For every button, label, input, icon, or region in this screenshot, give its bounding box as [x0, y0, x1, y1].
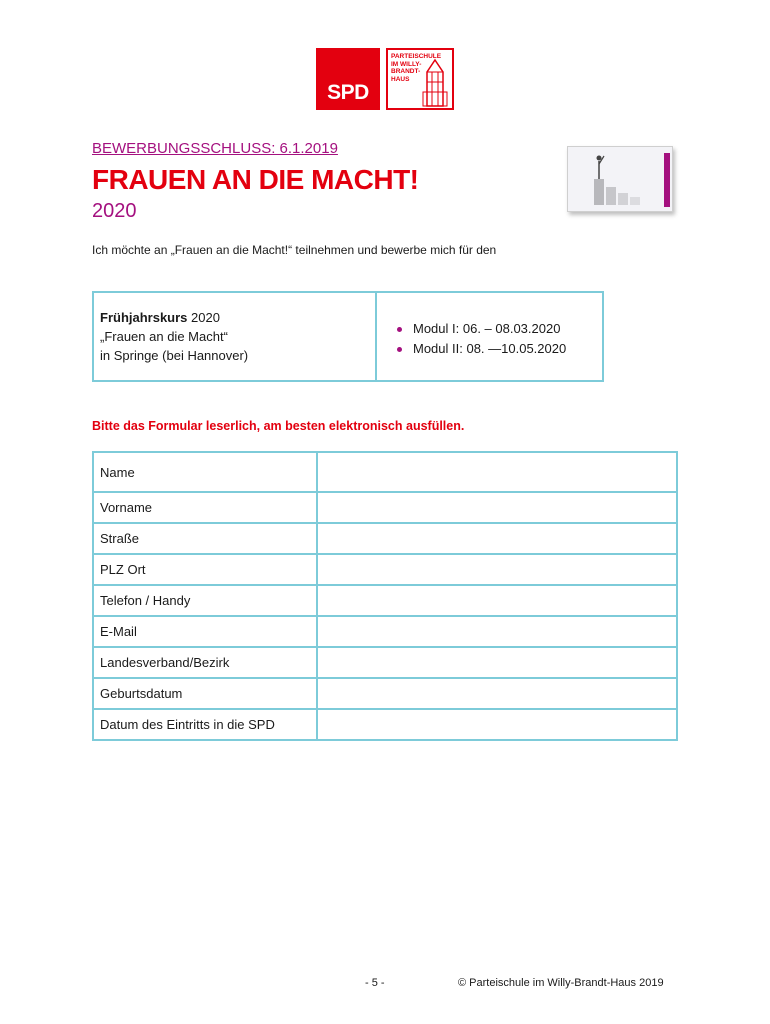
eintrittsdatum-input[interactable] [324, 709, 674, 740]
form-row [93, 709, 677, 740]
module-item: Modul I: 06. – 08.03.2020 [395, 319, 602, 339]
geburtsdatum-input[interactable] [324, 678, 674, 709]
application-form [92, 451, 678, 741]
landesverband-input[interactable] [324, 647, 674, 678]
page-title: FRAUEN AN DIE MACHT! [92, 164, 419, 195]
copyright: © Parteischule im Willy-Brandt-Haus 2019 [458, 977, 664, 989]
podium-photo [567, 146, 673, 212]
module-item: Modul II: 08. —10.05.2020 [395, 339, 602, 359]
podium-illustration [568, 147, 672, 211]
field-label-vorname: Vorname [93, 492, 317, 523]
course-name: „Frauen an die Macht“ [100, 329, 228, 344]
course-title-line [100, 308, 375, 327]
spd-logo-text: SPD [327, 81, 369, 104]
page-number: - 5 - [365, 977, 385, 989]
field-value-strasse[interactable] [317, 523, 677, 554]
field-value-email[interactable] [317, 616, 677, 647]
field-value-plz-ort[interactable] [317, 554, 677, 585]
building-icon [421, 58, 449, 108]
field-label-strasse: Straße [93, 523, 317, 554]
course-box [92, 291, 604, 382]
field-value-landesverband[interactable] [317, 647, 677, 678]
field-value-geburtsdatum[interactable] [317, 678, 677, 709]
form-row [93, 492, 677, 523]
field-value-name[interactable] [317, 452, 677, 492]
course-term: Frühjahrskurs [100, 310, 188, 325]
intro-text: Ich möchte an „Frauen an die Macht!“ teilnehmen und bewerbe mich für den [92, 243, 497, 257]
field-value-telefon[interactable] [317, 585, 677, 616]
course-term-year: 2020 [187, 310, 220, 325]
field-label-eintrittsdatum: Datum des Eintritts in die SPD [93, 709, 317, 740]
parteischule-logo [386, 48, 454, 110]
email-input[interactable] [324, 616, 674, 647]
form-row [93, 523, 677, 554]
field-label-telefon: Telefon / Handy [93, 585, 317, 616]
plz-ort-input[interactable] [324, 554, 674, 585]
course-modules [377, 293, 602, 380]
form-row [93, 678, 677, 709]
form-row [93, 452, 677, 492]
vorname-input[interactable] [324, 492, 674, 523]
field-value-eintrittsdatum[interactable] [317, 709, 677, 740]
spd-logo [316, 48, 380, 110]
strasse-input[interactable] [324, 523, 674, 554]
form-row [93, 616, 677, 647]
course-location: in Springe (bei Hannover) [100, 348, 249, 363]
application-deadline: BEWERBUNGSSCHLUSS: 6.1.2019 [92, 140, 338, 157]
name-input[interactable] [324, 452, 674, 492]
telefon-input[interactable] [324, 585, 674, 616]
form-row [93, 554, 677, 585]
course-info [94, 293, 377, 380]
field-label-landesverband: Landesverband/Bezirk [93, 647, 317, 678]
parteischule-logo-text: PARTEISCHULE IM WILLY-BRANDT-HAUS [391, 53, 442, 83]
field-label-plz-ort: PLZ Ort [93, 554, 317, 585]
field-label-email: E-Mail [93, 616, 317, 647]
field-label-name: Name [93, 452, 317, 492]
field-value-vorname[interactable] [317, 492, 677, 523]
form-instruction: Bitte das Formular leserlich, am besten elektronisch ausfüllen. [92, 419, 465, 433]
field-label-geburtsdatum: Geburtsdatum [93, 678, 317, 709]
course-year: 2020 [92, 200, 137, 222]
form-row [93, 585, 677, 616]
form-row [93, 647, 677, 678]
